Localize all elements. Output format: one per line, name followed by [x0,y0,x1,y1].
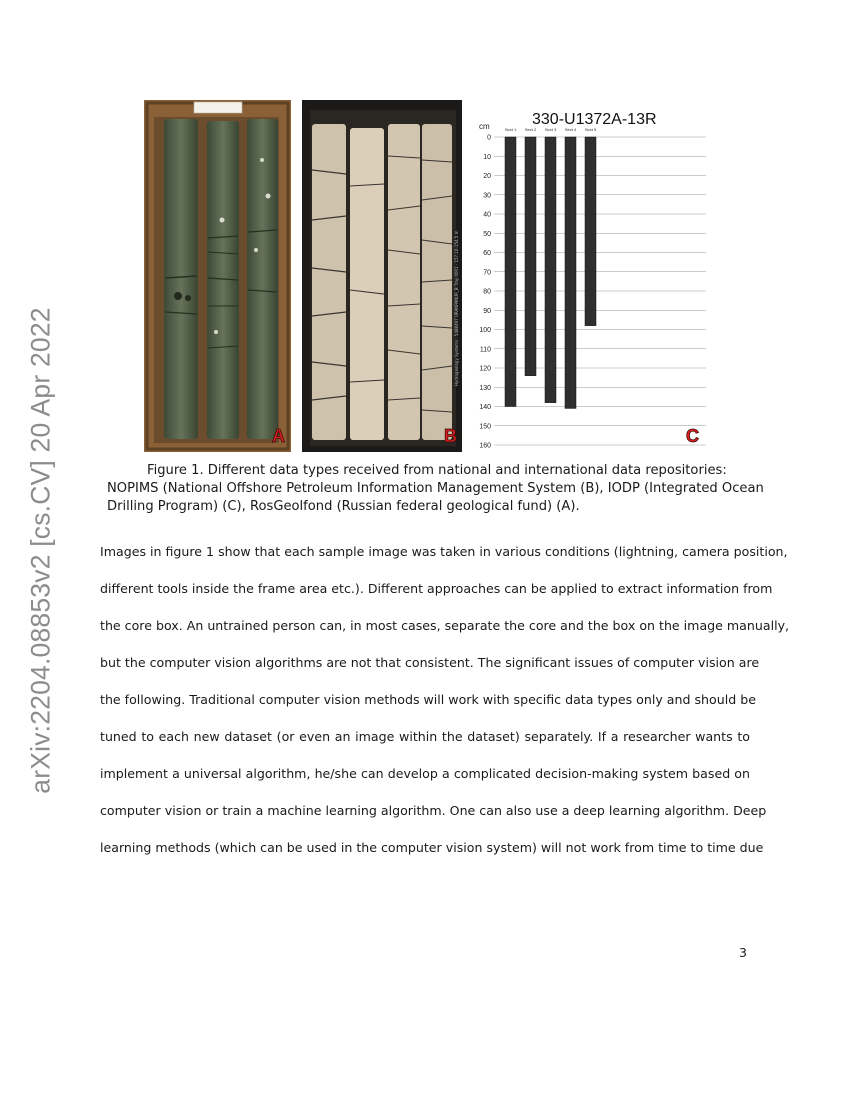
body-line: the following. Traditional computer vision methods will work with specific data types only and should be [100,692,756,707]
section-core-bar [505,137,516,407]
depth-tick-label: 70 [483,269,491,277]
panel-letter-a: A [272,426,285,446]
panel-letter-b: B [444,426,457,446]
depth-tick-label: 40 [483,211,491,219]
section-columns [505,127,597,408]
core-column-a1 [164,119,198,439]
figure-caption [107,462,764,516]
depth-tick-label: 150 [479,423,491,431]
core-column-b1 [312,124,346,440]
body-line: learning methods (which can be used in the computer vision system) will not work from time to time due [100,840,764,855]
depth-tick-label: 110 [479,346,491,354]
caption-line: Drilling Program) (C), RosGeolfond (Russian federal geological fund) (A). [107,499,580,514]
depth-tick-label: 80 [483,288,491,296]
panel-letter-c: C [686,426,699,446]
depth-tick-label: 100 [479,327,491,334]
depth-tick-label: 0 [487,134,491,142]
section-label: Sect 3 [544,127,557,132]
section-core-bar [565,137,576,408]
body-line: different tools inside the frame area etc.). Different approaches can be applied to extract information from [100,581,773,596]
core-column-b2 [350,128,384,440]
depth-tick-label: 60 [483,250,491,257]
section-label: Sect 2 [524,127,537,132]
core-column-a3 [247,119,278,439]
depth-tick-label: 120 [479,365,491,373]
section-core-bar [545,137,556,403]
depth-tick-label: 10 [483,153,491,161]
depth-tick-label: 140 [479,404,491,411]
body-line: tuned to each new dataset (or even an image within the dataset) separately. If a researcher wants to [100,729,750,744]
depth-tick-label: 160 [479,442,491,450]
caption-line: NOPIMS (National Offshore Petroleum Information Management System (B), IODP (Integrated Ocean [107,481,764,496]
iodp-section-chart [474,100,710,452]
body-line: implement a universal algorithm, he/she can develop a complicated decision-making system based on [100,766,750,781]
section-label: Sect 1 [504,127,517,132]
arxiv-identifier: arXiv:2204.08853v2 [cs.CV] 20 Apr 2022 [25,306,56,794]
core-box-photo-a [144,100,291,452]
figure-panel-c [474,100,710,452]
depth-tick-label: 20 [483,173,491,180]
depth-tick-label: 30 [483,192,491,200]
figure-panel-a [144,100,291,452]
core-column-b3 [388,124,420,440]
core-column-b4 [422,124,452,440]
caption-line: Figure 1. Different data types received from national and international data repositories: [147,463,727,478]
section-core-bar [525,137,536,376]
body-line: Images in figure 1 show that each sample image was taken in various conditions (lightning, camera position, [100,544,788,559]
body-line: the core box. An untrained person can, in most cases, separate the core and the box on the image manually, [100,618,790,633]
body-line: but the computer vision algorithms are not that consistent. The significant issues of computer vision are [100,655,760,670]
arxiv-sidebar [12,305,70,795]
depth-unit-label: cm [479,122,490,131]
core-box-photo-b [302,100,462,452]
section-label: Sect 4 [564,127,577,132]
figure-panel-b [302,100,462,452]
body-line: computer vision or train a machine learning algorithm. One can also use a deep learning algorithm. Deep [100,803,767,818]
depth-tick-label: 50 [483,230,491,238]
section-core-bar [585,137,596,326]
core-column-a2 [207,121,239,439]
page-number: 3 [739,945,748,960]
depth-tick-label: 90 [483,307,491,315]
panel-b-side-label: Hydrogeology Systems · 5488497 URANPANUR_B Tray 0001 · 157.10-154.5 m [454,230,459,386]
section-label: Sect 5 [584,127,597,132]
iodp-core-title: 330-U1372A-13R [532,111,657,128]
depth-tick-label: 130 [479,384,491,392]
